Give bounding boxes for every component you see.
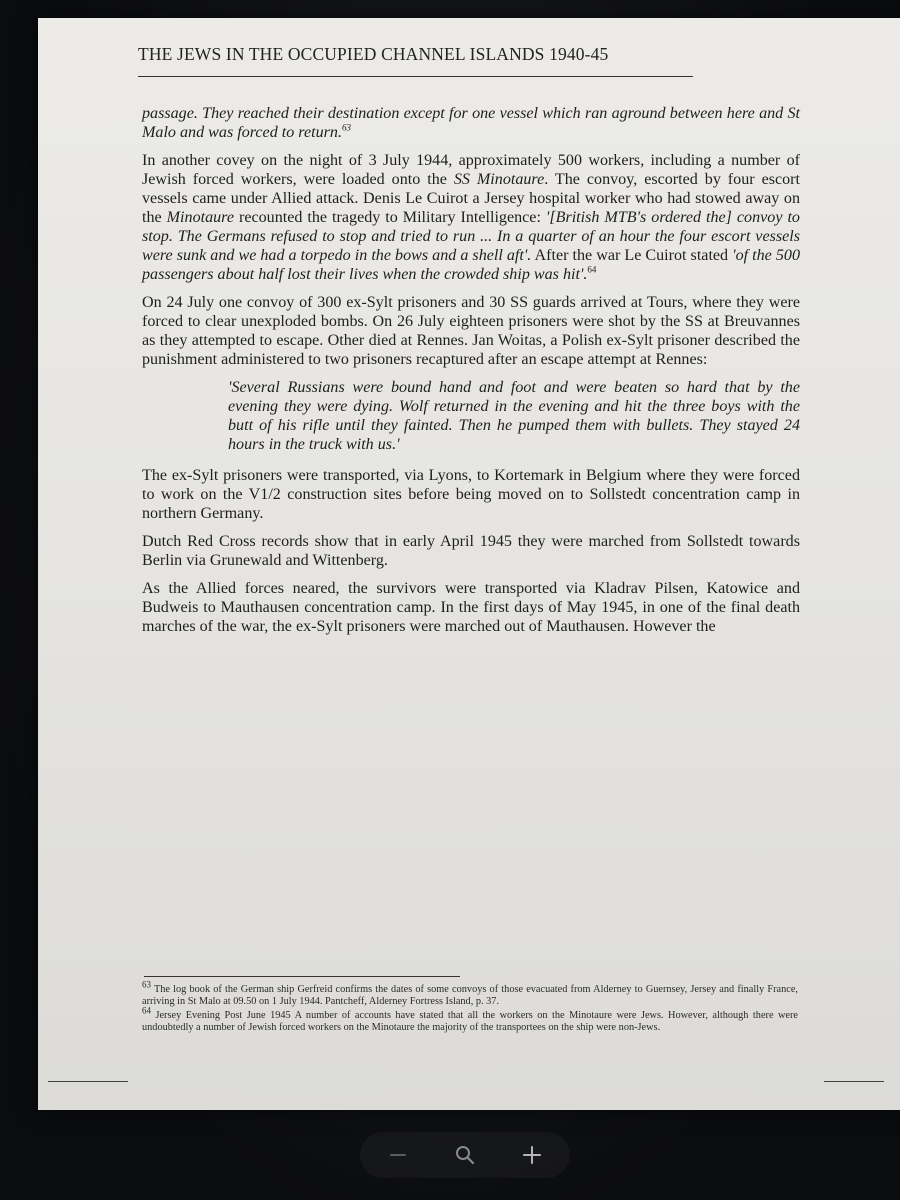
zoom-in-icon (521, 1144, 543, 1166)
p1-quote: '[British MTB's ordered the] convoy to stop. The Germans refused to stop and tried to run ... In a quarter of an hour the four escort vessels were sunk and we had a torpedo in the bows and a shell aft'. (142, 209, 800, 264)
p1-text-b: . The convoy, escorted by four escort vessels came under Allied attack. Denis Le Cuirot a Jersey hospital worker who had stowed away on the (142, 171, 800, 226)
document-page (38, 18, 900, 1110)
page-edge-rule-left (48, 1081, 128, 1082)
footnote-63-text: The log book of the German ship Gerfreid confirms the dates of some convoys of those evacuated from Alderney to Guernsey, Jersey and finally France, arriving in St Malo at 09.50 on 1 July 1944. Pantcheff, Alderney Fortress Island, p. 37. (142, 984, 798, 1008)
paragraph-continuation (142, 104, 800, 142)
footnote-63 (142, 979, 798, 1009)
footnotes (142, 979, 798, 1035)
zoom-out-icon (388, 1145, 408, 1165)
paragraph-0-text: passage. They reached their destination except for one vessel which ran aground between here and St Malo and was forced to return. (142, 105, 800, 141)
search-icon (454, 1144, 476, 1166)
footnote-ref-63[interactable]: 63 (341, 122, 351, 133)
body-text (142, 104, 800, 645)
p1-text-c: recounted the tragedy to Military Intelligence: (234, 209, 546, 226)
footnote-64-marker: 64 (142, 1005, 151, 1016)
paragraph-tours-convoy: On 24 July one convoy of 300 ex-Sylt prisoners and 30 SS guards arrived at Tours, where they were forced to clear unexploded bombs. On 26 July eighteen prisoners were shot by the SS at Breuvannes as they attempted to escape. Other died at Rennes. Jan Woitas, a Polish ex-Sylt prisoner described the punishment administered to two prisoners recaptured after an escape attempt at Rennes: (142, 294, 800, 368)
footnote-rule (144, 976, 460, 977)
running-head: THE JEWS IN THE OCCUPIED CHANNEL ISLANDS 1940-45 (138, 44, 609, 64)
footnote-63-marker: 63 (142, 979, 151, 990)
footnote-64-text: Jersey Evening Post June 1945 A number of accounts have stated that all the workers on the Minotaure were Jews. However, although there were undoubtedly a number of Jewish forced workers on the Minotaure the majority of the transportees on the ship were non-Jews. (142, 1009, 798, 1033)
paragraph-mauthausen: As the Allied forces neared, the survivors were transported via Kladrav Pilsen, Katowice and Budweis to Mauthausen concentration camp. In the first days of May 1945, in one of the final death marches of the war, the ex-Sylt prisoners were marched out of Mauthausen. However the (142, 580, 800, 635)
footnote-64 (142, 1005, 798, 1035)
zoom-toolbar (360, 1132, 570, 1178)
search-button[interactable] (445, 1135, 485, 1175)
p1-text-d: After the war Le Cuirot stated (531, 247, 733, 264)
paragraph-red-cross: Dutch Red Cross records show that in early April 1945 they were marched from Sollstedt towards Berlin via Grunewald and Wittenberg. (142, 533, 800, 569)
ship-name-ss-minotaure: SS Minotaure (453, 171, 545, 188)
paragraph-kortemark: The ex-Sylt prisoners were transported, via Lyons, to Kortemark in Belgium where they were forced to work on the V1/2 construction sites before being moved on to Sollstedt concentration camp in northern Germany. (142, 467, 800, 522)
ship-name-minotaure: Minotaure (166, 209, 234, 226)
header-rule (138, 76, 693, 77)
zoom-out-button[interactable] (378, 1135, 418, 1175)
paragraph-minotaure (142, 151, 800, 284)
page-edge-rule-right (824, 1081, 884, 1082)
p1-text-a: In another covey on the night of 3 July 1944, approximately 500 workers, including a number of Jewish forced workers, were loaded onto the (142, 152, 800, 188)
zoom-in-button[interactable] (512, 1135, 552, 1175)
blockquote-woitas: 'Several Russians were bound hand and foot and were beaten so hard that by the evening they were dying. Wolf returned in the evening and hit the three boys with the butt of his rifle until they fainted. Then he pumped them with bullets. They stayed 24 hours in the truck with us.' (228, 379, 800, 453)
footnote-ref-64[interactable]: 64 (587, 264, 597, 275)
p1-quote-2: 'of the 500 passengers about half lost their lives when the crowded ship was hit'. (142, 247, 801, 283)
